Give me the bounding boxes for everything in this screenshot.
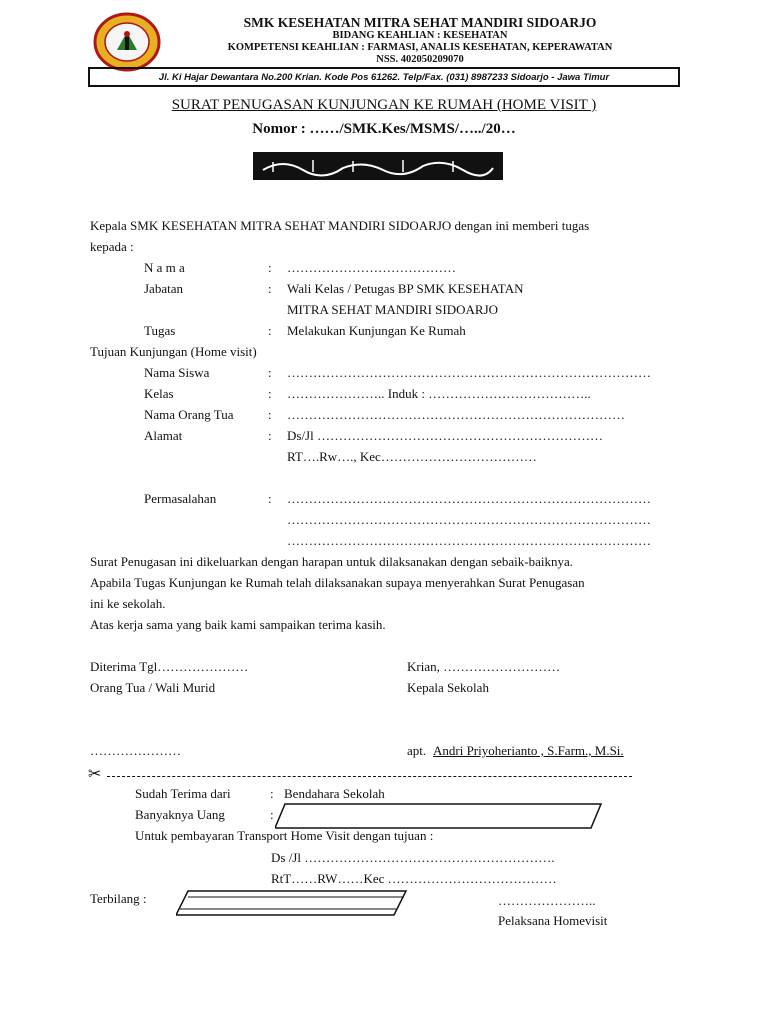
terbilang-box[interactable] — [176, 889, 408, 917]
nss-number: NSS. 402050209070 — [376, 54, 464, 65]
colon: : — [268, 428, 272, 443]
colon: : — [268, 281, 272, 296]
colon: : — [268, 260, 272, 275]
receipt-ds-jl: Ds /Jl …………………………………………………. — [271, 850, 555, 865]
untuk-pembayaran: Untuk pembayaran Transport Home Visit dengan tujuan : — [135, 828, 434, 843]
colon: : — [268, 386, 272, 401]
nama-value: ………………………………… — [287, 260, 456, 275]
closing-line-4: Atas kerja sama yang baik kami sampaikan terima kasih. — [90, 617, 386, 632]
school-name: SMK KESEHATAN MITRA SEHAT MANDIRI SIDOARJO — [243, 15, 597, 30]
nama-siswa-value: ………………………………………………………………………… — [287, 365, 651, 380]
nama-ortu-label: Nama Orang Tua — [144, 407, 234, 422]
competencies: KOMPETENSI KEAHLIAN : FARMASI, ANALIS KESEHATAN, KEPERAWATAN — [227, 42, 613, 53]
tugas-value: Melakukan Kunjungan Ke Rumah — [287, 323, 466, 338]
permasalahan-line-2: ………………………………………………………………………… — [287, 512, 651, 527]
letter-title: SURAT PENUGASAN KUNJUNGAN KE RUMAH (HOME VISIT ) — [171, 97, 597, 113]
diterima-tgl: Diterima Tgl………………… — [90, 659, 249, 674]
colon: : — [268, 407, 272, 422]
kepala-sekolah-name: Andri Priyoherianto , S.Farm., M.Si. — [433, 743, 624, 758]
alamat-label: Alamat — [144, 428, 183, 443]
colon: : — [270, 786, 274, 801]
visit-heading: Tujuan Kunjungan (Home visit) — [90, 344, 257, 359]
pelaksana-signature-line: ………………….. — [498, 893, 596, 908]
letter-number: Nomor : ……/SMK.Kes/MSMS/…../20… — [252, 121, 516, 137]
receipt-rt-rw: RtT……RW……Kec ………………………………… — [271, 871, 557, 886]
kelas-label: Kelas — [144, 386, 174, 401]
tugas-label: Tugas — [144, 323, 176, 338]
colon: : — [270, 807, 274, 822]
ortu-wali-label: Orang Tua / Wali Murid — [90, 680, 216, 695]
colon: : — [268, 491, 272, 506]
colon: : — [268, 365, 272, 380]
sudah-terima-value: Bendahara Sekolah — [284, 786, 385, 801]
permasalahan-line-1: ………………………………………………………………………… — [287, 491, 651, 506]
cut-line — [107, 776, 632, 777]
permasalahan-line-3: ………………………………………………………………………… — [287, 533, 651, 548]
closing-line-2: Apabila Tugas Kunjungan ke Rumah telah dilaksanakan supaya menyerahkan Surat Penugasan — [90, 575, 585, 590]
closing-line-1: Surat Penugasan ini dikeluarkan dengan harapan untuk dilaksanakan dengan sebaik-baiknya. — [90, 554, 574, 569]
terbilang-label: Terbilang : — [90, 891, 147, 906]
apt-prefix: apt. — [407, 743, 427, 758]
intro-line-2: kepada : — [90, 239, 134, 254]
intro-line-1: Kepala SMK KESEHATAN MITRA SEHAT MANDIRI SIDOARJO dengan ini memberi tugas — [90, 218, 590, 233]
krian-date: Krian, ……………………… — [407, 659, 561, 674]
banyaknya-uang-label: Banyaknya Uang — [135, 807, 225, 822]
address-box: Jl. Ki Hajar Dewantara No.200 Krian. Kode Pos 61262. Telp/Fax. (031) 8987233 Sidoarjo - Jawa Timur — [88, 67, 680, 87]
permasalahan-label: Permasalahan — [144, 491, 217, 506]
kepala-sekolah-label: Kepala Sekolah — [407, 680, 489, 695]
nama-label: N a m a — [144, 260, 185, 275]
colon: : — [268, 323, 272, 338]
field-of-expertise: BIDANG KEAHLIAN : KESEHATAN — [332, 30, 508, 41]
kelas-value: ………………….. Induk : ……………………………….. — [287, 386, 591, 401]
scissors-icon: ✂ — [88, 764, 102, 783]
jabatan-value-2: MITRA SEHAT MANDIRI SIDOARJO — [287, 302, 499, 317]
sudah-terima-label: Sudah Terima dari — [135, 786, 231, 801]
alamat-value-1: Ds/Jl ………………………………………………………… — [287, 428, 603, 443]
pelaksana-label: Pelaksana Homevisit — [498, 913, 608, 928]
basmalah-calligraphy — [253, 152, 503, 180]
alamat-value-2: RT….Rw…., Kec……………………………… — [287, 449, 537, 464]
ortu-signature-line: ………………… — [90, 743, 181, 758]
amount-box[interactable] — [275, 802, 605, 830]
nama-ortu-value: …………………………………………………………………… — [287, 407, 625, 422]
jabatan-value-1: Wali Kelas / Petugas BP SMK KESEHATAN — [287, 281, 524, 296]
nama-siswa-label: Nama Siswa — [144, 365, 210, 380]
jabatan-label: Jabatan — [144, 281, 183, 296]
closing-line-3: ini ke sekolah. — [90, 596, 166, 611]
